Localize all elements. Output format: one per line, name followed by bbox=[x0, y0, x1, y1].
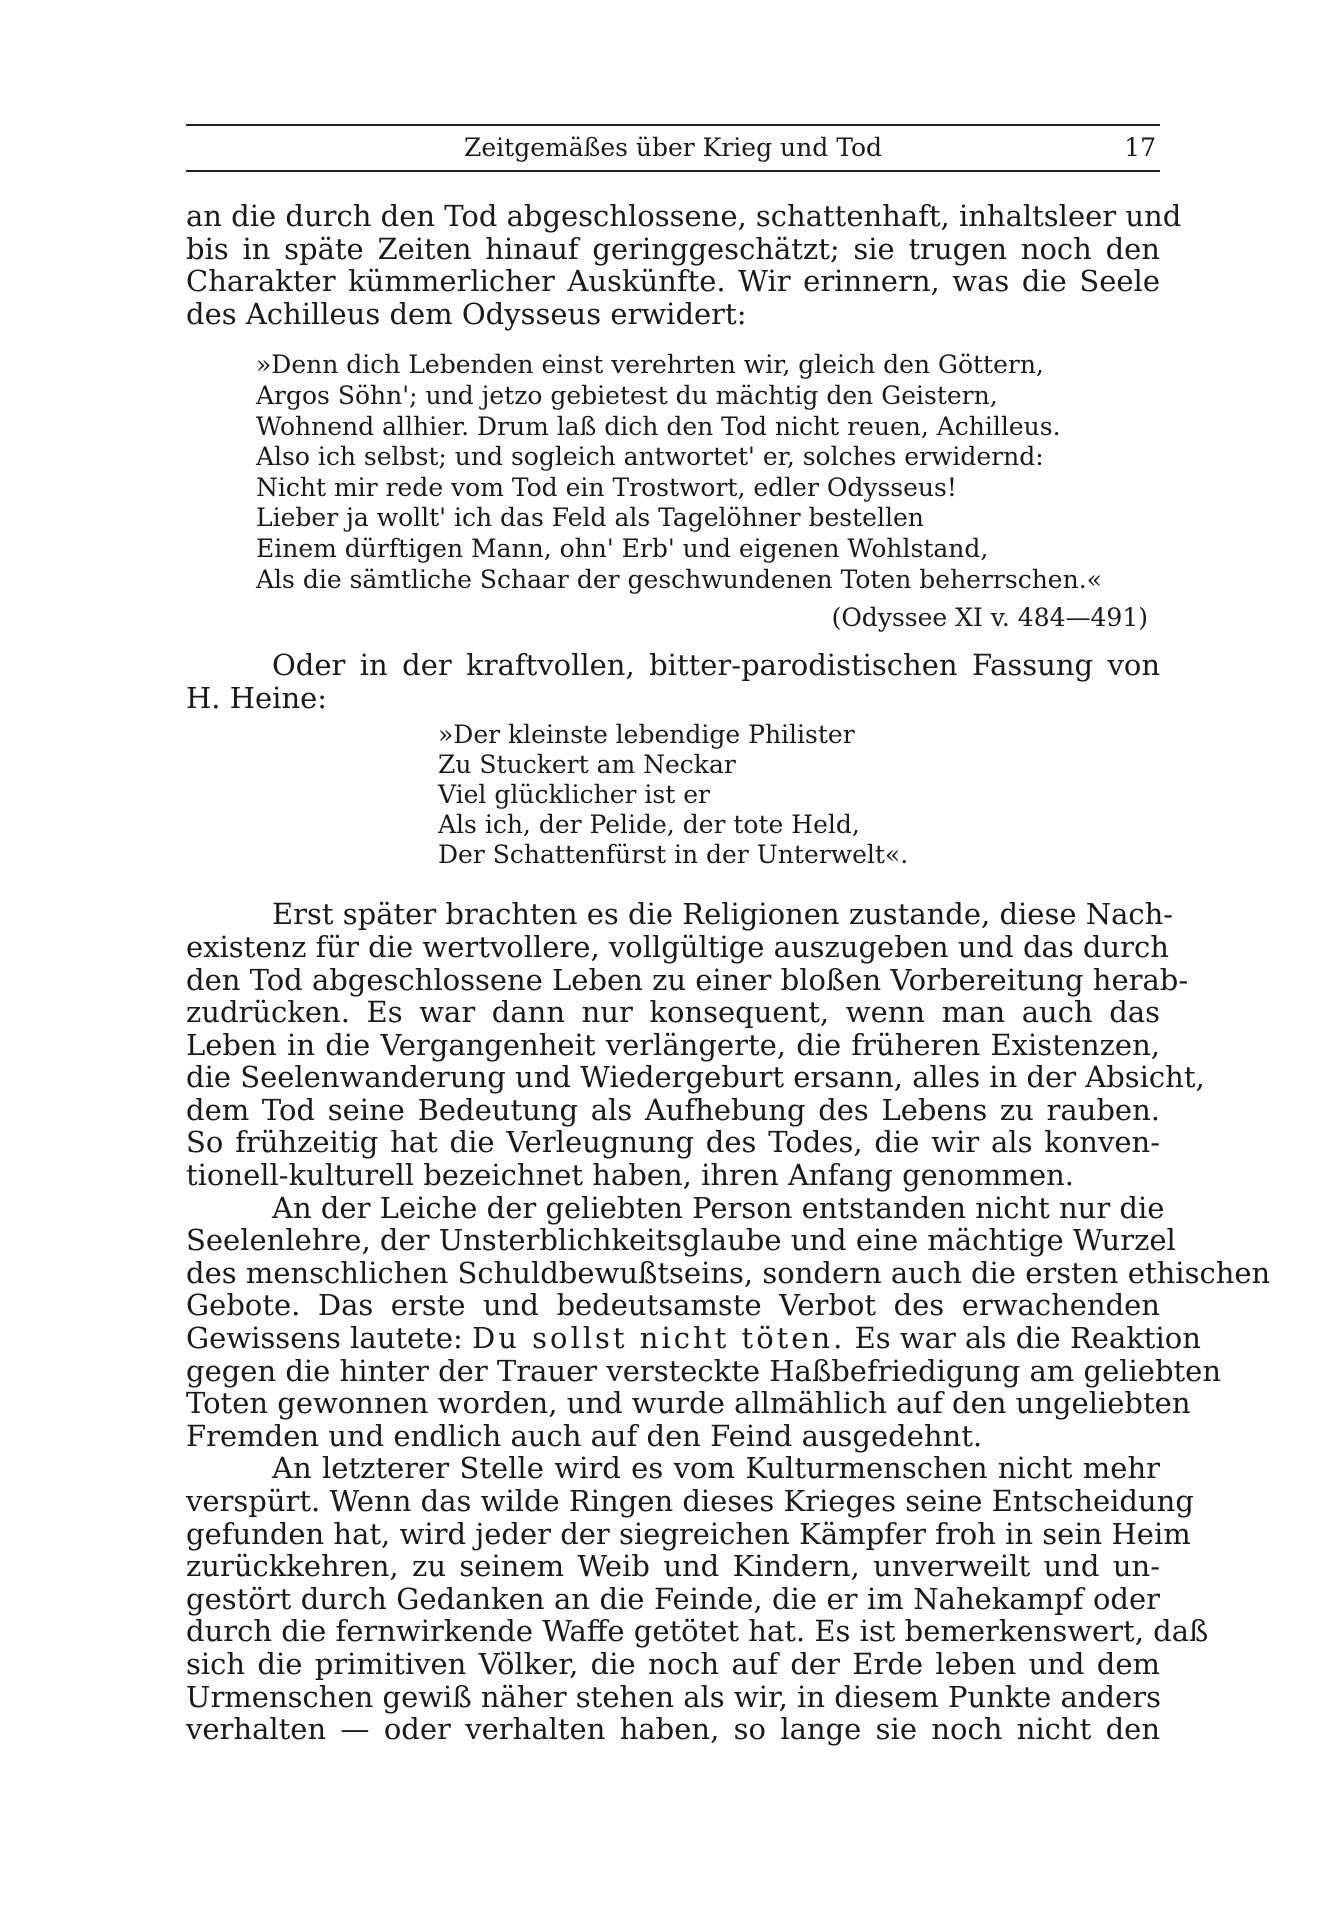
verse-line: Lieber ja wollt' ich das Feld als Tagelöhner bestellen bbox=[256, 503, 924, 533]
text-line: die Seelenwanderung und Wiedergeburt ersann, alles in der Absicht, bbox=[186, 1060, 1205, 1095]
book-page bbox=[186, 124, 1271, 1747]
text-line: des Achilleus dem Odysseus erwidert: bbox=[186, 296, 747, 331]
text-line: Toten gewonnen worden, und wurde allmählich auf den ungeliebten bbox=[186, 1386, 1191, 1421]
paragraph-4 bbox=[186, 1190, 1271, 1453]
text-line: Fremden und endlich auch auf den Feind ausgedehnt. bbox=[186, 1418, 983, 1453]
text-line: gefunden hat, wird jeder der siegreichen Kämpfer froh in sein Heim bbox=[186, 1516, 1191, 1551]
text-line: Charakter kümmerlicher Auskünfte. Wir erinnern, was die Seele bbox=[186, 264, 1160, 299]
text-line bbox=[186, 1321, 1201, 1356]
verse-line: Viel glücklicher ist er bbox=[438, 780, 710, 810]
running-header bbox=[186, 126, 1160, 170]
paragraph-2 bbox=[186, 649, 1160, 714]
text-line: verspürt. Wenn das wilde Ringen dieses Krieges seine Entscheidung bbox=[186, 1484, 1194, 1518]
text-line: des menschlichen Schuldbewußtseins, sondern auch die ersten ethischen bbox=[186, 1255, 1271, 1290]
verse-line: Als ich, der Pelide, der tote Held, bbox=[438, 810, 860, 840]
verse-line: Argos Söhn'; und jetzo gebietest du mächtig den Geistern, bbox=[256, 380, 998, 410]
verse-line: »Der kleinste lebendige Philister bbox=[438, 720, 855, 750]
text-line: gestört durch Gedanken an die Feinde, die er im Nahekampf oder bbox=[186, 1581, 1160, 1616]
verse-line: Also ich selbst; und sogleich antwortet' er, solches erwidernd: bbox=[256, 442, 1044, 472]
heine-quote bbox=[438, 720, 1160, 870]
verse-line: Der Schattenfürst in der Unterwelt«. bbox=[438, 840, 909, 870]
odyssey-quote bbox=[256, 350, 1126, 595]
odyssey-citation: (Odyssee XI v. 484—491) bbox=[831, 603, 1148, 633]
text-line: gegen die hinter der Trauer versteckte Haßbefriedigung am geliebten bbox=[186, 1353, 1222, 1388]
text-line: An der Leiche der geliebten Person entstanden nicht nur die bbox=[272, 1190, 1165, 1225]
paragraph-1 bbox=[186, 199, 1182, 331]
verse-line: Einem dürftigen Mann, ohn' Erb' und eigenen Wohlstand, bbox=[256, 533, 989, 563]
text-line: An letzterer Stelle wird es vom Kulturmenschen nicht mehr bbox=[272, 1451, 1160, 1486]
text-line: Oder in der kraftvollen, bitter-parodistischen Fassung von bbox=[272, 648, 1160, 683]
text-line: durch die fernwirkende Waffe getötet hat. Es ist bemerkenswert, daß bbox=[186, 1614, 1209, 1649]
text-segment: Es war als die Reaktion bbox=[845, 1321, 1201, 1356]
text-segment: Gewissens lautete: bbox=[186, 1321, 472, 1356]
text-line: sich die primitiven Völker, die noch auf der Erde leben und dem bbox=[186, 1646, 1160, 1681]
text-line: dem Tod seine Bedeutung als Aufhebung des Lebens zu rauben. bbox=[186, 1092, 1160, 1127]
header-bottom-rule bbox=[186, 170, 1160, 172]
verse-line: Als die sämtliche Schaar der geschwundenen Toten beherrschen.« bbox=[256, 564, 1102, 594]
text-line: Leben in die Vergangenheit verlängerte, die früheren Existenzen, bbox=[186, 1027, 1160, 1062]
text-line: Urmenschen gewiß näher stehen als wir, in diesem Punkte anders bbox=[186, 1679, 1161, 1714]
verse-line: Zu Stuckert am Neckar bbox=[438, 750, 736, 780]
page-number: 17 bbox=[1124, 133, 1156, 162]
text-line: H. Heine: bbox=[186, 680, 328, 715]
verse-line: Wohnend allhier. Drum laß dich den Tod nicht reuen, Achilleus. bbox=[256, 411, 1061, 441]
text-line: Erst später brachten es die Religionen zustande, diese Nach- bbox=[272, 897, 1174, 932]
text-line: zurückkehren, zu seinem Weib und Kindern, unverweilt und un- bbox=[186, 1549, 1160, 1584]
text-line: den Tod abgeschlossene Leben zu einer bloßen Vorbereitung herab- bbox=[186, 962, 1189, 997]
text-line: bis in späte Zeiten hinauf geringgeschätzt; sie trugen noch den bbox=[186, 231, 1160, 266]
paragraph-5 bbox=[186, 1451, 1209, 1747]
paragraph-3 bbox=[186, 897, 1205, 1193]
text-line: Gebote. Das erste und bedeutsamste Verbot des erwachenden bbox=[186, 1288, 1160, 1323]
text-line: Seelenlehre, der Unsterblichkeitsglaube und eine mächtige Wurzel bbox=[186, 1223, 1176, 1258]
text-line: an die durch den Tod abgeschlossene, schattenhaft, inhaltsleer und bbox=[186, 199, 1182, 233]
text-line: verhalten — oder verhalten haben, so lange sie noch nicht den bbox=[186, 1712, 1160, 1747]
text-line: tionell-kulturell bezeichnet haben, ihren Anfang genommen. bbox=[186, 1158, 1074, 1193]
text-line: So frühzeitig hat die Verleugnung des Todes, die wir als konven- bbox=[186, 1125, 1160, 1160]
text-line: existenz für die wertvollere, vollgültige auszugeben und das durch bbox=[186, 929, 1169, 964]
running-title: Zeitgemäßes über Krieg und Tod bbox=[464, 133, 882, 162]
verse-line: Nicht mir rede vom Tod ein Trostwort, edler Odysseus! bbox=[256, 472, 957, 502]
emphasized-commandment: Du sollst nicht töten. bbox=[472, 1321, 846, 1356]
verse-line: »Denn dich Lebenden einst verehrten wir, gleich den Göttern, bbox=[256, 350, 1044, 380]
text-line: zudrücken. Es war dann nur konsequent, wenn man auch das bbox=[186, 995, 1160, 1030]
